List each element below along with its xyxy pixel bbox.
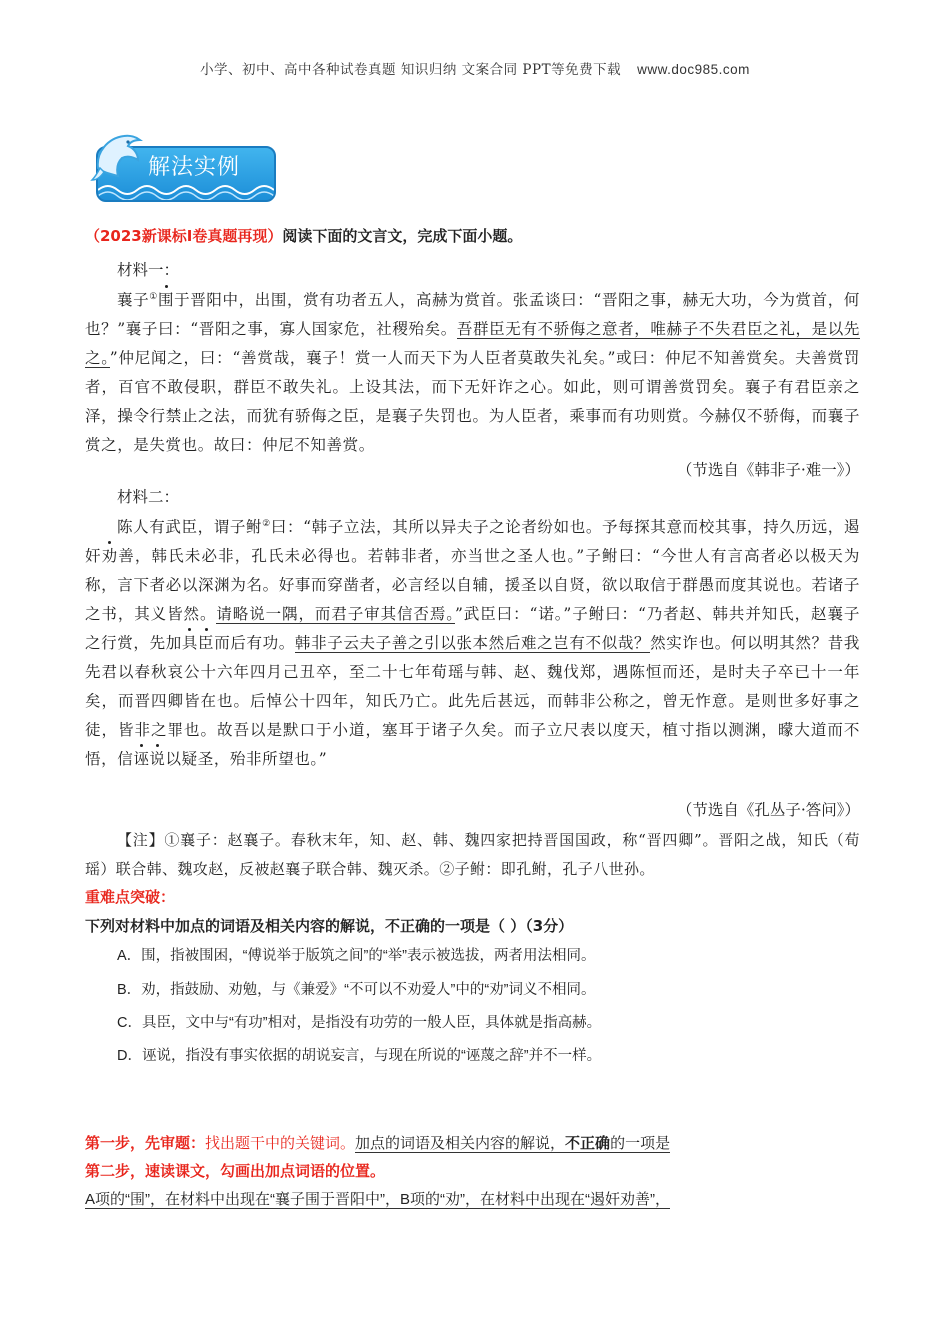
text-run: 以疑圣，殆非所望也。” [165,750,328,768]
header-text: 小学、初中、高中各种试卷真题 知识归纳 文案合同 PPT等免费下载 [200,62,622,78]
option-d[interactable]: D．诬说，指没有事实依据的胡说妄言，与现在所说的“诬蔑之辞”并不一样。 [117,1048,602,1064]
exam-tag: （2023新课标I卷真题再现） [85,227,283,245]
focus-heading: 重难点突破： [85,888,176,906]
material-1-label: 材料一： [117,261,180,279]
text-run: 曰：“韩子立法，其所以异夫子之论者纷如也。予每探其意而校其事，持久历远，遏奸 [85,518,860,565]
footnote: 【注】①襄子：赵襄子。春秋末年，知、赵、韩、魏四家把持晋国国政，称“晋四卿”。晋阳之战，知氏（荀瑶）联合韩、魏攻赵，反被赵襄子联合韩、魏灭杀。②子鲋：即孔鲋，孔子八世孙。 [85,831,860,878]
step-1-instruction: 找出题干中的关键词。 [205,1135,356,1152]
text-run: 而后有功。 [214,634,295,652]
footnote-mark: ② [262,518,271,529]
material-1-source: （节选自《韩非子·难一》） [676,461,860,479]
step-3 [85,1188,865,1209]
step-1-heading: 第一步，先审题： [85,1134,206,1152]
option-b[interactable]: B．劝，指鼓励、劝勉，与《兼爱》“不可以不劝爱人”中的“劝”词义不相同。 [117,982,596,998]
step-1 [85,1132,865,1153]
underlined-sentence: 韩非子云夫子善之引以张本然后难之岂有不似哉？ [294,634,651,652]
lead-text: 阅读下面的文言文，完成下面小题。 [282,227,523,245]
text-run: 善，韩氏未必非，孔氏未必得也。若韩非者，亦当世之圣人也。”子鲋曰：“今世人有言高者必以极天为称，言下者必以深渊为名。好事而穿凿者，必言经以自辅，援圣以自贤，欲以取信于群愚而度其说也。若诸子之书，其义皆然。 [85,547,860,623]
material-2-source: （节选自《孔丛子·答问》） [676,801,860,819]
page-header [0,58,950,78]
dotted-word-ju: 具 [181,634,199,652]
text-run: 陈人有武臣，谓子鲋 [117,518,263,536]
footnote-mark: ① [149,291,158,302]
banner-title: 解法实例 [148,155,241,180]
header-url[interactable]: www.doc985.com [637,62,750,77]
dotted-word-quan: 劝 [101,547,119,565]
text-run: 襄子 [117,291,150,309]
dotted-word-shuo: 说 [149,750,166,768]
dotted-word-chen: 臣 [198,634,215,652]
step-1-keyword: 的一项是 [610,1135,671,1152]
text-run: 于晋阳中，出围，赏有功者五人，高赫为赏首。张孟谈曰：“晋阳之事，赫无大功，今为赏首，何也？”襄子曰：“晋阳之事，寡人国家危，社稷殆矣。 [85,291,861,338]
material-1-text [85,286,860,460]
step-2-heading: 第二步，速读课文，勾画出加点词语的位置。 [85,1162,386,1180]
step-2 [85,1160,865,1181]
text-run: ”武臣曰：“诺。”子鲋曰：“乃者赵、韩共并知氏，赵襄子之行赏，先加 [85,605,860,652]
step-1-keyword: 加点的词语及相关内容的解说， [355,1135,566,1152]
option-c[interactable]: C．具臣，文中与“有功”相对，是指没有功劳的一般人臣，具体就是指高赫。 [117,1015,602,1031]
step-3-text: A项的“围”，在材料中出现在“襄子围于晋阳中”，B项的“劝”，在材料中出现在“遏奸劝善”， [85,1191,670,1208]
option-a[interactable]: A．围，指被围困，“傅说举于版筑之间”的“举”表示被选拔，两者用法相同。 [117,948,596,964]
material-2-text [85,513,860,774]
section-banner [90,128,282,208]
dotted-word-wei: 围 [157,291,175,309]
text-run: ”仲尼闻之，曰：“善赏哉，襄子！赏一人而天下为人臣者莫敢失礼矣。”或曰：仲尼不知善赏矣。夫善赏罚者，百官不敢侵职，群臣不敢失礼。上设其法，而下无奸诈之心。如此，则可谓善赏罚矣。襄子有君臣亲之泽，操令行禁止之法，而犹有骄侮之臣，是襄子失罚也。为人臣者，乘事而有功则赏。今赫仅不骄侮，而襄子赏之，是失赏也。故曰：仲尼不知善赏。 [85,349,861,454]
question-stem: 下列对材料中加点的词语及相关内容的解说，不正确的一项是（ ）（3分） [85,917,574,935]
material-2-label: 材料二： [117,488,180,506]
dotted-word-wu: 诬 [133,750,150,768]
step-1-keyword-bold: 不正确 [565,1135,611,1152]
underlined-sentence: 吾群臣无有不骄侮之意者，唯赫子不失君臣之礼，是以先之。 [85,320,860,367]
underlined-sentence: 请略说一隅，而君子审其信否焉。 [216,605,455,623]
text-run: 然实诈也。何以明其然？昔我先君以春秋哀公十六年四月己丑卒，至二十七年荀瑶与韩、赵、魏伐郑，遇陈恒而还，是时夫子卒已十一年矣，而晋四卿皆在也。后悼公十四年，知氏乃亡。此先后甚远，而韩非公称之，曾无怍意。是则世多好事之徒，皆非之罪也。故吾以是默口于小道，塞耳于诸子久矣。而子立尺表以度天，植寸指以测渊，曚大道而不悟，信 [85,634,860,768]
question-lead [85,222,860,251]
dolphin-icon [90,128,150,188]
